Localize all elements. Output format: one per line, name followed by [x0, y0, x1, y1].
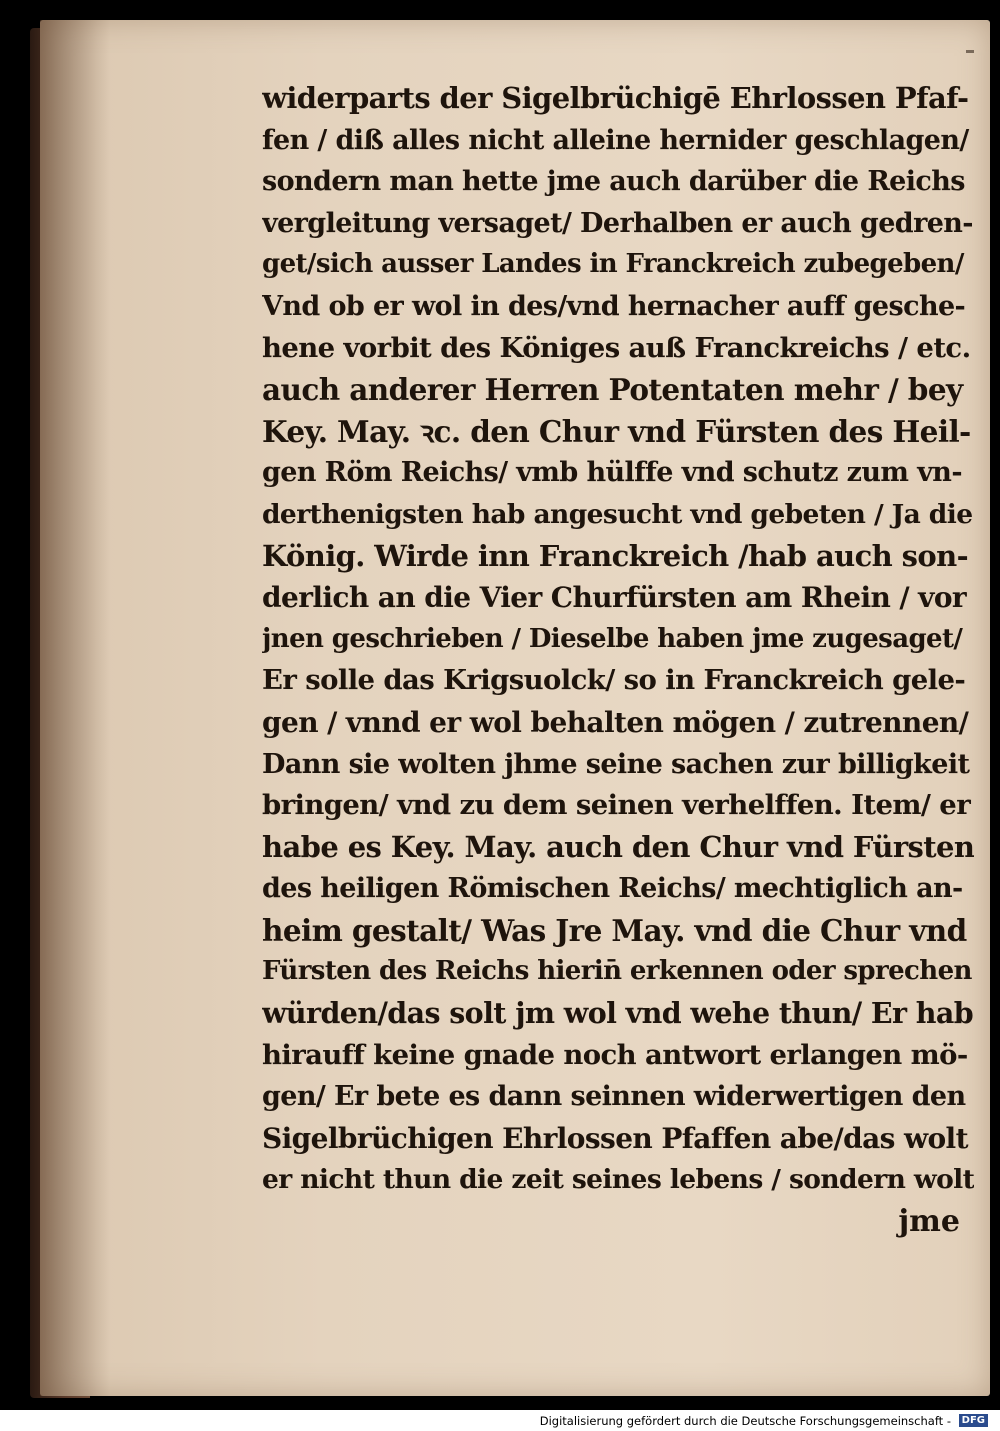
text-line: König. Wirde inn Franckreich /hab auch son- [262, 538, 969, 573]
text-line: er nicht thun die zeit seines lebens / sondern wolt [262, 1164, 974, 1196]
page-edge-mark [966, 50, 974, 53]
text-line: vergleitung versaget/ Derhalben er auch gedren- [262, 207, 973, 239]
text-line: heim gestalt/ Was Jre May. vnd die Chur vnd [262, 912, 967, 948]
text-line: derthenigsten hab angesucht vnd gebeten / Ja die [262, 498, 973, 530]
text-line: gen / vnnd er wol behalten mögen / zutrennen/ [262, 705, 969, 739]
text-line: gen Röm Reichs/ vmb hülffe vnd schutz zum vn- [262, 457, 962, 489]
text-line: fen / diß alles nicht alleine hernider geschlagen/ [262, 124, 969, 156]
text-line: Fürsten des Reichs hierin̄ erkennen oder sprechen [262, 956, 972, 987]
text-line: jnen geschrieben / Dieselbe haben jme zugesaget/ [262, 623, 963, 654]
text-line: des heiligen Römischen Reichs/ mechtiglich an- [262, 873, 963, 905]
text-line: Dann sie wolten jhme seine sachen zur billigkeit [262, 748, 970, 780]
text-line: Sigelbrüchigen Ehrlossen Pfaffen abe/das wolt [262, 1121, 968, 1155]
text-line: Key. May. ꝛc. den Chur vnd Fürsten des Heil- [262, 413, 971, 449]
page-gutter-shadow [40, 20, 110, 1396]
catchword: jme [898, 1204, 960, 1240]
text-line: hene vorbit des Königes auß Franckreichs / etc. [262, 331, 971, 364]
text-line: Vnd ob er wol in des/vnd hernacher auff gesche- [262, 290, 966, 322]
text-line: derlich an die Vier Churfürsten am Rhein / vor [262, 581, 967, 615]
text-line: sondern man hette jme auch darüber die Reichs [262, 166, 965, 198]
text-line: widerparts der Sigelbrüchigē Ehrlossen Pfaf- [262, 81, 969, 115]
text-line: gen/ Er bete es dann seinnen widerwertigen den [262, 1081, 966, 1113]
text-line: bringen/ vnd zu dem seinen verhelffen. Item/ er [262, 789, 971, 822]
text-line: Er solle das Krigsuolck/ so in Franckreich gele- [262, 664, 966, 697]
page-text-block [262, 78, 974, 1243]
text-line: get/sich ausser Landes in Franckreich zubegeben/ [262, 249, 964, 280]
digitization-footer [0, 1410, 1000, 1430]
text-line: hirauff keine gnade noch antwort erlangen mö- [262, 1038, 968, 1071]
funding-credit-text: Digitalisierung gefördert durch die Deutsche Forschungsgemeinschaft - [539, 1413, 951, 1428]
text-line: würden/das solt jm wol vnd wehe thun/ Er hab [262, 996, 974, 1031]
text-line: auch anderer Herren Potentaten mehr / bey [262, 372, 963, 408]
text-line: habe es Key. May. auch den Chur vnd Fürsten [262, 829, 974, 864]
dfg-logo: DFG [959, 1414, 988, 1427]
